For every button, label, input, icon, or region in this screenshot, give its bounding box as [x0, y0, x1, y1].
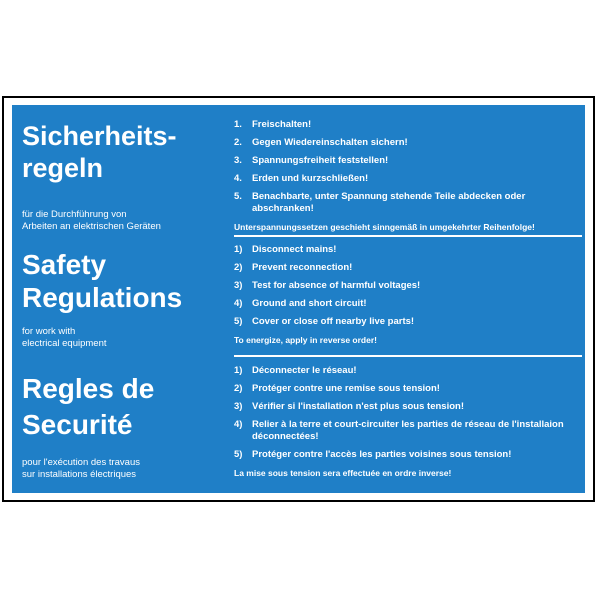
divider-line [234, 235, 582, 237]
item-number: 1) [234, 365, 243, 376]
title-fr-line1: Regles de [22, 373, 155, 404]
list-item [234, 155, 584, 167]
title-en-line2: Regulations [22, 282, 183, 313]
list-item [234, 191, 584, 215]
subtitle-de-line1: für die Durchführung von [22, 209, 127, 220]
item-text: Protéger contre l'accès les parties voisines sous tension! [252, 449, 512, 460]
rules-note-en: To energize, apply in reverse order! [234, 335, 377, 345]
item-text: Test for absence of harmful voltages! [252, 280, 421, 291]
subtitle-de-line2: Arbeiten an elektrischen Geräten [22, 221, 161, 232]
item-text: Gegen Wiedereinschalten sichern! [252, 137, 408, 148]
list-item [234, 298, 584, 310]
subtitle-de [22, 209, 161, 233]
rules-note-fr: La mise sous tension sera effectuée en ordre inverse! [234, 468, 452, 478]
title-de-line1: Sicherheits- [22, 121, 177, 151]
rules-list-de [234, 119, 584, 233]
item-number: 4) [234, 298, 243, 309]
item-text: Spannungsfreiheit feststellen! [252, 155, 389, 166]
list-item [234, 316, 584, 328]
list-item [234, 383, 584, 395]
item-text: Freischalten! [252, 119, 312, 130]
item-text: Benachbarte, unter Spannung stehende Teile abdecken oder abschranken! [252, 191, 526, 214]
title-de-line2: regeln [22, 153, 104, 183]
item-number: 1. [234, 119, 242, 130]
list-item [234, 137, 584, 149]
item-number: 1) [234, 244, 243, 255]
subtitle-fr-line1: pour l'exécution des travaus [22, 457, 140, 468]
title-en-line1: Safety [22, 249, 107, 280]
rules-list-fr [234, 365, 584, 479]
sign-panel [12, 105, 585, 493]
item-number: 3. [234, 155, 242, 166]
list-item [234, 262, 584, 274]
item-number: 2. [234, 137, 242, 148]
item-text: Protéger contre une remise sous tension! [252, 383, 440, 394]
item-text: Ground and short circuit! [252, 298, 367, 309]
subtitle-en [22, 326, 107, 350]
item-text: Cover or close off nearby live parts! [252, 316, 415, 327]
subtitle-fr-line2: sur installations électriques [22, 469, 137, 480]
item-text: Déconnecter le réseau! [252, 365, 357, 376]
title-fr-line2: Securité [22, 409, 133, 440]
item-number: 5. [234, 191, 242, 202]
item-number: 2) [234, 383, 243, 394]
item-text: Disconnect mains! [252, 244, 337, 255]
list-item [234, 449, 584, 461]
item-text: Prevent reconnection! [252, 262, 353, 273]
subtitle-en-line2: electrical equipment [22, 338, 107, 349]
rules-column [234, 105, 584, 493]
rules-list-en [234, 244, 584, 346]
subtitle-en-line1: for work with [22, 326, 76, 337]
item-number: 4) [234, 419, 243, 430]
list-item [234, 173, 584, 185]
list-item [234, 419, 584, 443]
title-column [12, 105, 230, 493]
list-item [234, 280, 584, 292]
item-number: 5) [234, 449, 243, 460]
item-number: 5) [234, 316, 243, 327]
item-number: 4. [234, 173, 242, 184]
divider-line [234, 355, 582, 357]
item-text: Relier à la terre et court-circuiter les parties de réseau de l'installaion déconnectées! [252, 419, 564, 442]
item-number: 2) [234, 262, 243, 273]
list-item [234, 244, 584, 256]
item-text: Vérifier si l'installation n'est plus sous tension! [252, 401, 464, 412]
rules-note-de: Unterspannungssetzen geschieht sinngemäß in umgekehrter Reihenfolge! [234, 222, 535, 232]
subtitle-fr [22, 457, 140, 481]
item-text: Erden und kurzschließen! [252, 173, 369, 184]
item-number: 3) [234, 401, 243, 412]
list-item [234, 119, 584, 131]
item-number: 3) [234, 280, 243, 291]
list-item [234, 401, 584, 413]
list-item [234, 365, 584, 377]
sign-frame [2, 96, 595, 502]
